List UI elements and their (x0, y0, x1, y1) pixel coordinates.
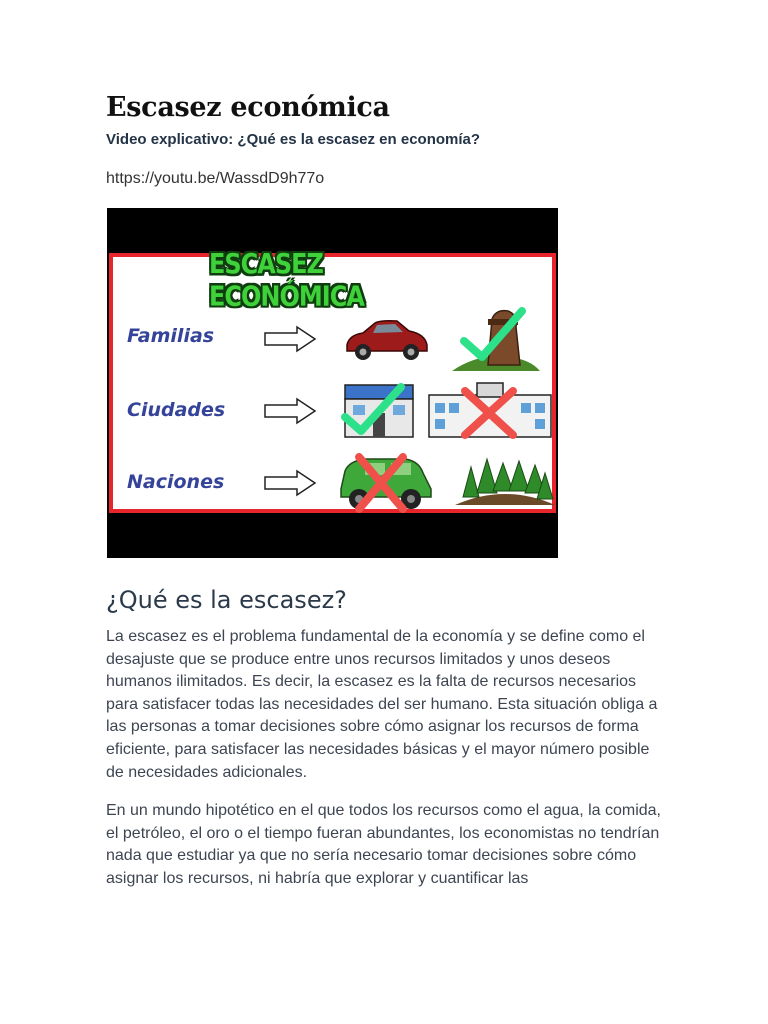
row-label-familias: Familias (127, 325, 215, 347)
section-heading: ¿Qué es la escasez? (106, 586, 347, 614)
row-label-naciones: Naciones (127, 471, 225, 493)
arrow-icon (263, 469, 317, 497)
police-station-check-icon (339, 377, 419, 441)
arrow-icon (263, 397, 317, 425)
video-subtitle: Video explicativo: ¿Qué es la escasez en economía? (106, 131, 481, 148)
thumbnail-frame (109, 247, 556, 513)
video-thumbnail[interactable] (107, 208, 558, 558)
arrow-icon (263, 325, 317, 353)
statue-check-icon (448, 305, 544, 377)
car-icon (341, 315, 431, 365)
school-cross-icon (425, 377, 555, 441)
jeep-cross-icon (335, 449, 435, 517)
paragraph-1: La escasez es el problema fundamental de la economía y se define como el desajuste que se produce entre unos recursos limitados y unos deseos humanos ilimitados. Es decir, la escasez es la falta de recursos necesarios para satisfacer todas las necesidades del ser humano. Esta situación obliga a las personas a tomar decisiones sobre cómo asignar los recursos de forma eficiente, para satisfacer las necesidades básicas y el mayor número posible de necesidades adicionales. (106, 628, 658, 781)
forest-icon (453, 453, 557, 509)
video-link[interactable]: https://youtu.be/WassdD9h77o (106, 170, 325, 187)
thumbnail-banner: ESCASEZ ECONÓMICA (209, 247, 364, 313)
paragraph-2: En un mundo hipotético en el que todos los recursos como el agua, la comida, el petróleo, el oro o el tiempo fueran abundantes, los economistas no tendrían nada que estudiar ya que no sería necesario tomar decisiones sobre cómo asignar los recursos, ni habría que explorar y cuantificar las (106, 802, 661, 887)
page-title: Escasez económica (106, 92, 390, 123)
row-label-ciudades: Ciudades (127, 399, 226, 421)
